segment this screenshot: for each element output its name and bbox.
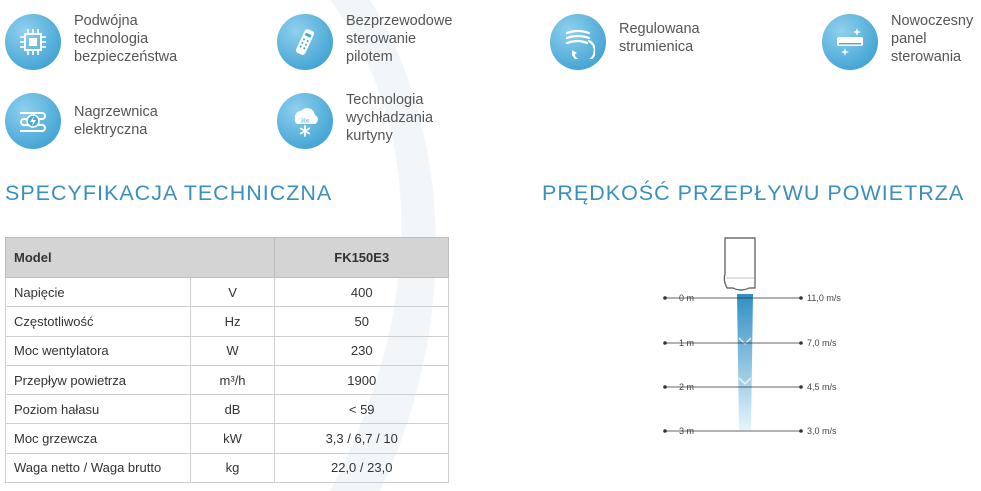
remote-control-icon: [277, 14, 333, 70]
table-row: [6, 307, 449, 336]
param-cell: Przepływ powietrza: [6, 365, 191, 394]
heater-icon: [5, 93, 61, 149]
distance-label: 0 m: [679, 293, 695, 303]
speed-label: 4,5 m/s: [807, 382, 837, 392]
speed-label: 7,0 m/s: [807, 338, 837, 348]
param-cell: Poziom hałasu: [6, 395, 191, 424]
model-value: FK150E3: [275, 238, 449, 278]
param-cell: Częstotliwość: [6, 307, 191, 336]
param-cell: Moc wentylatora: [6, 336, 191, 365]
value-cell: 230: [275, 336, 449, 365]
feature-label: Bezprzewodowe sterowanie pilotem: [346, 13, 453, 65]
value-cell: 50: [275, 307, 449, 336]
table-row: [6, 395, 449, 424]
level-dot: [799, 385, 803, 389]
param-cell: Napięcie: [6, 278, 191, 307]
feature-label: Nagrzewnica elektryczna: [74, 104, 158, 138]
table-row: [6, 424, 449, 453]
adjustable-airflow-icon: [550, 14, 606, 70]
feature-electric-heater: [5, 93, 158, 149]
unit-cell: m³/h: [190, 365, 275, 394]
air-curtain-unit: [724, 238, 755, 290]
table-row: [6, 365, 449, 394]
unit-cell: dB: [190, 395, 275, 424]
value-cell: < 59: [275, 395, 449, 424]
feature-curtain-cooling: [277, 93, 433, 149]
unit-cell: Hz: [190, 307, 275, 336]
feature-label: Nowoczesny panel sterowania: [891, 13, 974, 65]
level-dot: [663, 341, 667, 345]
air-stream: [737, 294, 753, 430]
level-dot: [663, 296, 667, 300]
level-dot: [799, 296, 803, 300]
unit-cell: V: [190, 278, 275, 307]
feature-control-panel: [822, 14, 973, 70]
airflow-diagram: [655, 230, 870, 450]
table-row: [6, 336, 449, 365]
feature-adjustable-nozzle: [550, 14, 700, 70]
table-row: [6, 453, 449, 482]
airflow-title: PRĘDKOŚĆ PRZEPŁYWU POWIETRZA: [542, 181, 965, 205]
control-panel-icon: [822, 14, 878, 70]
unit-cell: kg: [190, 453, 275, 482]
model-label: Model: [6, 238, 275, 278]
chip-icon: [5, 14, 61, 70]
level-dot: [663, 429, 667, 433]
timer-badge: 30s: [300, 118, 310, 125]
speed-label: 3,0 m/s: [807, 426, 837, 436]
param-cell: Waga netto / Waga brutto: [6, 453, 191, 482]
unit-cell: W: [190, 336, 275, 365]
table-row: [6, 278, 449, 307]
level-dot: [663, 385, 667, 389]
level-dot: [799, 341, 803, 345]
table-header-row: [6, 238, 449, 278]
spec-table: [5, 237, 449, 483]
value-cell: 3,3 / 6,7 / 10: [275, 424, 449, 453]
distance-label: 3 m: [679, 426, 695, 436]
cooling-snowflake-icon: [277, 93, 333, 149]
feature-label: Regulowana strumienica: [619, 21, 700, 55]
param-cell: Moc grzewcza: [6, 424, 191, 453]
feature-wireless-remote: [277, 14, 452, 70]
distance-label: 1 m: [679, 338, 695, 348]
distance-label: 2 m: [679, 382, 695, 392]
speed-label: 11,0 m/s: [807, 293, 841, 303]
spec-title: SPECYFIKACJA TECHNICZNA: [5, 181, 333, 205]
airflow-svg: [655, 230, 870, 450]
value-cell: 1900: [275, 365, 449, 394]
feature-label: Podwójna technologia bezpieczeństwa: [74, 13, 178, 65]
feature-label: Technologia wychładzania kurtyny: [346, 92, 434, 144]
feature-dual-safety: [5, 14, 177, 70]
unit-cell: kW: [190, 424, 275, 453]
value-cell: 400: [275, 278, 449, 307]
value-cell: 22,0 / 23,0: [275, 453, 449, 482]
level-dot: [799, 429, 803, 433]
